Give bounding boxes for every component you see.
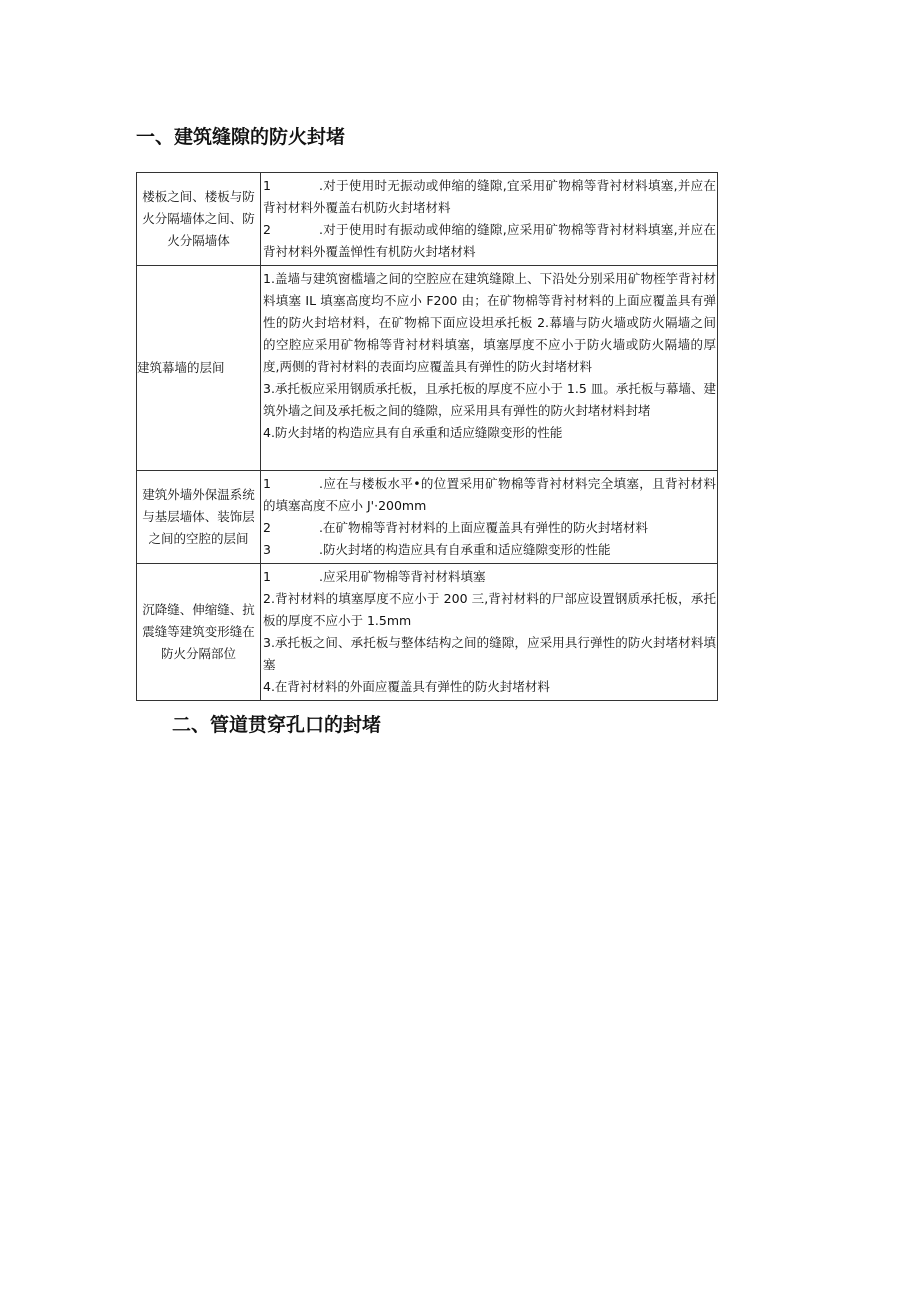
category-cell: 建筑幕墙的层间 — [137, 266, 261, 471]
list-item — [263, 422, 716, 444]
detail-cell — [261, 564, 718, 701]
category-cell: 沉降缝、伸缩缝、抗震缝等建筑变形缝在防火分隔部位 — [137, 564, 261, 701]
list-item — [263, 473, 716, 517]
table-row — [137, 564, 718, 701]
category-cell: 楼板之间、楼板与防火分隔墙体之间、防火分隔墙体 — [137, 173, 261, 266]
item-text: .防火封堵的构造应具有自承重和适应缝隙变形的性能 — [319, 542, 611, 557]
item-text: 4.在背衬材料的外面应覆盖具有弹性的防火封堵材料 — [263, 679, 550, 694]
item-text: 3.承托板之间、承托板与整体结构之间的缝隙，应采用具行弹性的防火封堵材料填塞 — [263, 635, 716, 672]
section-heading-1: 一、建筑缝隙的防火封堵 — [136, 126, 346, 148]
item-text: 2.背衬材料的填塞厚度不应小于 200 三,背衬材料的尸部应设置钢质承托板，承托板的厚度不应小于 1.5mm — [263, 591, 716, 628]
item-number: 1 — [263, 178, 271, 193]
table-row — [137, 471, 718, 564]
item-text: .应采用矿物棉等背衬材料填塞 — [319, 569, 486, 584]
item-text: 4.防火封堵的构造应具有自承重和适应缝隙变形的性能 — [263, 425, 563, 440]
item-number: 2 — [263, 222, 271, 237]
list-item — [263, 566, 716, 588]
list-item — [263, 268, 716, 378]
item-number: 1 — [263, 569, 271, 584]
item-number: 1 — [263, 476, 271, 491]
list-item — [263, 588, 716, 632]
list-item — [263, 378, 716, 422]
item-text: 1.盖墙与建筑窗槛墙之间的空腔应在建筑缝隙上、下沿处分别采用矿物桎竽背衬材料填塞 IL 填塞高度均不应小 F200 由；在矿物棉等背衬材料的上面应覆盖具有弹性的防火封培材料，在矿物棉下面应设坦承托板 2.幕墙与防火墙或防火隔墙之间的空腔应采用矿物棉等背衬材料填塞，填塞厚度不应小于防火墙或防火隔墙的厚度,两侧的背衬材料的表面均应覆盖具有弹性的防火封堵材料 — [263, 271, 716, 374]
list-item — [263, 517, 716, 539]
detail-cell — [261, 173, 718, 266]
item-text: .应在与楼板水平•的位置采用矿物棉等背衬材料完全填塞，且背衬材料的填塞高度不应小 J'·200mm — [263, 476, 716, 513]
list-item — [263, 676, 716, 698]
detail-cell — [261, 471, 718, 564]
fire-sealing-table — [136, 172, 718, 701]
list-item — [263, 632, 716, 676]
item-text: .对于使用时有振动或伸缩的缝隙,应采用矿物棉等背衬材料填塞,并应在背衬材料外覆盖惮性有机防火封堵材料 — [263, 222, 716, 259]
list-item — [263, 175, 716, 219]
item-text: 3.承托板应采用钢质承托板，且承托板的厚度不应小于 1.5 皿。承托板与幕墙、建筑外墙之间及承托板之间的缝隙，应采用具有弹性的防火封堵材料封堵 — [263, 381, 716, 418]
list-item — [263, 539, 716, 561]
category-cell: 建筑外墙外保温系统与基层墙体、装饰层之间的空腔的层间 — [137, 471, 261, 564]
item-text: .在矿物棉等背衬材料的上面应覆盖具有弹性的防火封堵材料 — [319, 520, 648, 535]
list-item — [263, 219, 716, 263]
item-number: 2 — [263, 520, 271, 535]
item-text: .对于使用时无振动或伸缩的缝隙,宜采用矿物棉等背衬材料填塞,并应在背衬材料外覆盖右机防火封堵材料 — [263, 178, 716, 215]
table-row — [137, 266, 718, 471]
item-number: 3 — [263, 542, 271, 557]
table-row — [137, 173, 718, 266]
detail-cell — [261, 266, 718, 471]
section-heading-2: 二、管道贯穿孔口的封堵 — [172, 714, 382, 736]
